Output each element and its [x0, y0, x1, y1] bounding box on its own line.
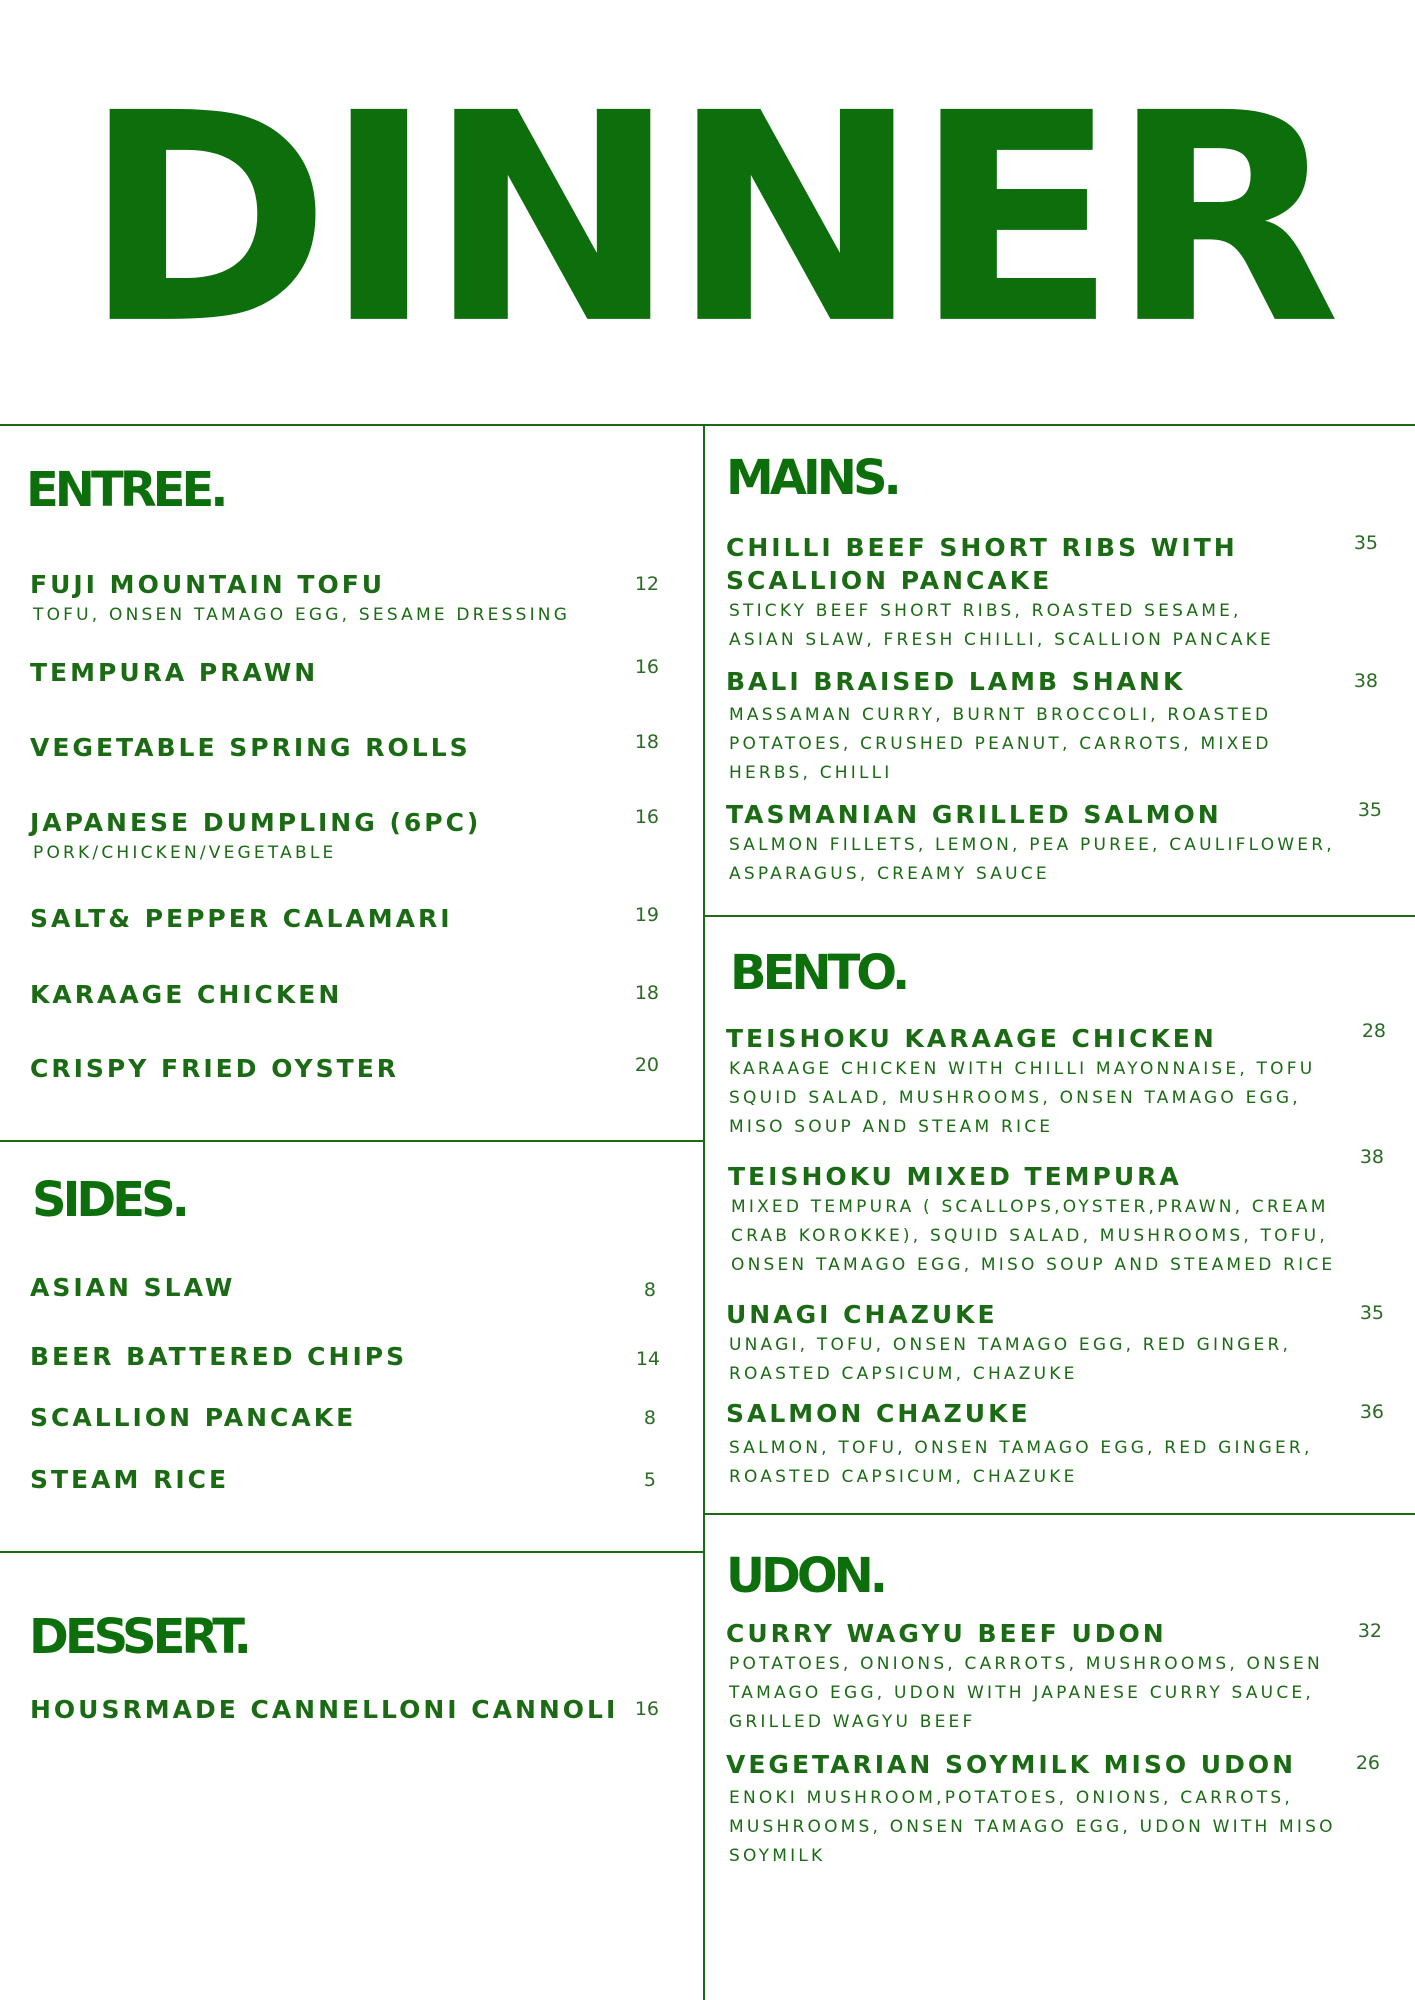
item-description: TOFU, ONSEN TAMAGO EGG, SESAME DRESSING [33, 605, 571, 625]
item-description: UNAGI, TOFU, ONSEN TAMAGO EGG, RED GINGER, ROASTED CAPSICUM, CHAZUKE [729, 1335, 1292, 1384]
udon-heading: UDON. [726, 1548, 885, 1604]
item-name: HOUSRMADE CANNELLONI CANNOLI [30, 1695, 619, 1724]
item-price: 20 [634, 1054, 659, 1076]
divider-top [0, 424, 1415, 426]
menu-item [30, 1271, 235, 1304]
item-name: JAPANESE DUMPLING (6PC) [30, 808, 482, 837]
item-price: 19 [634, 904, 659, 926]
item-description: MIXED TEMPURA ( SCALLOPS,OYSTER,PRAWN, CREAM CRAB KOROKKE), SQUID SALAD, MUSHROOMS, TOFU, ONSEN TAMAGO EGG, MISO SOUP AND STEAMED RICE [731, 1197, 1336, 1275]
item-description: PORK/CHICKEN/VEGETABLE [33, 843, 337, 863]
item-price: 18 [634, 982, 659, 1004]
dessert-heading: DESSERT. [29, 1609, 248, 1665]
menu-item [30, 1693, 618, 1726]
divider-center [703, 424, 705, 2000]
menu-item [726, 1298, 1346, 1389]
item-name: VEGETARIAN SOYMILK MISO UDON [726, 1750, 1297, 1779]
item-name: ASIAN SLAW [30, 1273, 236, 1302]
menu-item [30, 731, 471, 764]
menu-item [30, 978, 342, 1011]
item-price: 12 [634, 573, 659, 595]
bento-heading: BENTO. [730, 945, 907, 1001]
item-name: BEER BATTERED CHIPS [30, 1342, 408, 1371]
menu-item [726, 1397, 1346, 1492]
menu-item [30, 902, 453, 935]
item-name: STEAM RICE [30, 1465, 230, 1494]
menu-item [726, 531, 1286, 655]
item-name: TEISHOKU KARAAGE CHICKEN [726, 1024, 1217, 1053]
divider-bento-udon [704, 1513, 1415, 1515]
item-name: TASMANIAN GRILLED SALMON [726, 800, 1222, 829]
item-price: 8 [643, 1279, 656, 1301]
item-description: STICKY BEEF SHORT RIBS, ROASTED SESAME, ASIAN SLAW, FRESH CHILLI, SCALLION PANCAKE [729, 601, 1274, 650]
item-name: FUJI MOUNTAIN TOFU [30, 570, 386, 599]
menu-item [726, 665, 1326, 788]
item-name: SCALLION PANCAKE [30, 1403, 357, 1432]
item-description: POTATOES, ONIONS, CARROTS, MUSHROOMS, ONSEN TAMAGO EGG, UDON WITH JAPANESE CURRY SAUCE, GRILLED WAGYU BEEF [729, 1654, 1323, 1732]
item-price: 38 [1359, 1146, 1384, 1168]
item-price: 18 [634, 731, 659, 753]
item-description: ENOKI MUSHROOM,POTATOES, ONIONS, CARROTS, MUSHROOMS, ONSEN TAMAGO EGG, UDON WITH MISO SOYMILK [729, 1788, 1336, 1866]
item-name: SALT& PEPPER CALAMARI [30, 904, 453, 933]
sides-heading: SIDES. [32, 1172, 186, 1228]
mains-heading: MAINS. [726, 450, 898, 506]
menu-item [30, 806, 481, 868]
divider-sides-dessert [0, 1551, 704, 1553]
item-name: TEISHOKU MIXED TEMPURA [728, 1162, 1182, 1191]
divider-entree-sides [0, 1140, 704, 1142]
item-name: UNAGI CHAZUKE [726, 1300, 998, 1329]
item-name: SALMON CHAZUKE [726, 1399, 1031, 1428]
item-price: 16 [634, 656, 659, 678]
menu-item [30, 1401, 356, 1434]
item-description: SALMON FILLETS, LEMON, PEA PUREE, CAULIFLOWER, ASPARAGUS, CREAMY SAUCE [729, 835, 1335, 884]
menu-item [728, 1160, 1348, 1280]
menu-item [726, 1748, 1346, 1871]
menu-item [30, 1340, 407, 1373]
entree-heading: ENTREE. [26, 462, 225, 518]
menu-item [30, 1052, 399, 1085]
item-price: 35 [1357, 799, 1382, 821]
menu-item [726, 1617, 1346, 1737]
item-price: 32 [1357, 1620, 1382, 1642]
item-description: SALMON, TOFU, ONSEN TAMAGO EGG, RED GINGER, ROASTED CAPSICUM, CHAZUKE [729, 1438, 1313, 1487]
item-price: 16 [634, 1698, 659, 1720]
item-name: CHILLI BEEF SHORT RIBS WITH SCALLION PANCAKE [726, 533, 1238, 595]
item-price: 5 [643, 1469, 656, 1491]
menu-item [30, 1463, 229, 1496]
menu-title: DINNER [82, 52, 1333, 388]
item-name: CURRY WAGYU BEEF UDON [726, 1619, 1167, 1648]
menu-item [30, 568, 570, 630]
item-name: BALI BRAISED LAMB SHANK [726, 667, 1186, 696]
item-price: 14 [635, 1348, 660, 1370]
item-price: 36 [1359, 1401, 1384, 1423]
item-price: 26 [1355, 1752, 1380, 1774]
item-description: KARAAGE CHICKEN WITH CHILLI MAYONNAISE, TOFU SQUID SALAD, MUSHROOMS, ONSEN TAMAGO EGG, MISO SOUP AND STEAM RICE [729, 1059, 1316, 1137]
item-price: 38 [1353, 670, 1378, 692]
menu-item [726, 798, 1346, 889]
menu-item [30, 656, 318, 689]
item-name: VEGETABLE SPRING ROLLS [30, 733, 471, 762]
item-description: MASSAMAN CURRY, BURNT BROCCOLI, ROASTED POTATOES, CRUSHED PEANUT, CARROTS, MIXED HERBS, CHILLI [729, 705, 1272, 783]
item-price: 28 [1361, 1020, 1386, 1042]
item-name: KARAAGE CHICKEN [30, 980, 343, 1009]
divider-mains-bento [704, 915, 1415, 917]
item-name: CRISPY FRIED OYSTER [30, 1054, 400, 1083]
item-price: 35 [1359, 1302, 1384, 1324]
item-name: TEMPURA PRAWN [30, 658, 319, 687]
item-price: 8 [643, 1407, 656, 1429]
item-price: 35 [1353, 532, 1378, 554]
item-price: 16 [634, 806, 659, 828]
menu-item [726, 1022, 1346, 1142]
